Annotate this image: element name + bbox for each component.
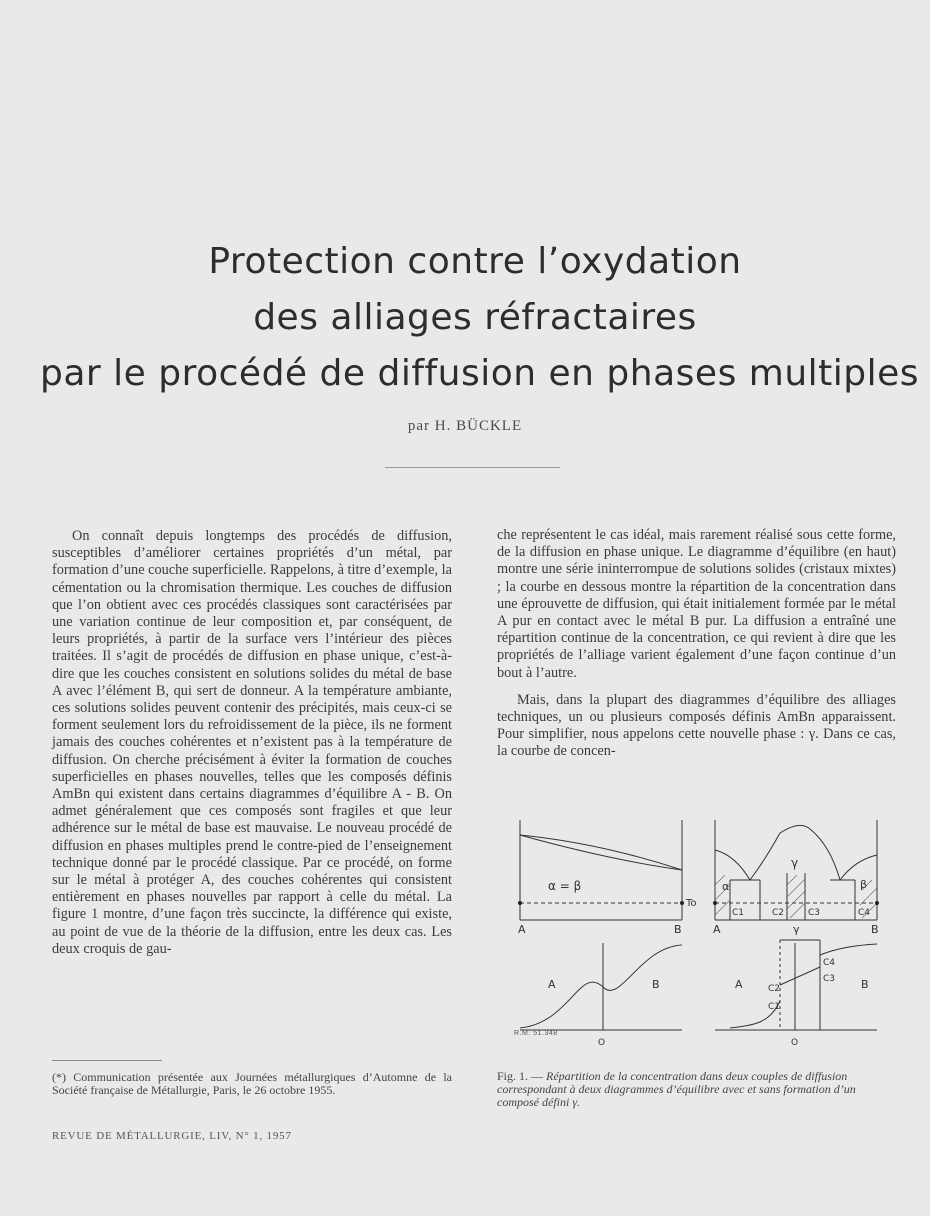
figure-1-diagrams [510, 815, 900, 1055]
left-column [52, 528, 452, 958]
label-b-curve-right: B [861, 978, 869, 991]
caption-text: Répartition de la concentration dans deux couples de diffusion correspondant à deux diagrammes d’équilibre avec et sans formation d’un composé défini γ. [497, 1069, 856, 1109]
right-column [497, 527, 896, 761]
figure-reference: R.M. 51.348 [514, 1030, 558, 1037]
label-a-curve-left: A [548, 978, 556, 991]
label-beta: β [860, 878, 868, 891]
article-title [40, 234, 920, 402]
title-line-1: Protection contre l’oxydation [208, 241, 742, 282]
label-b-left: B [674, 923, 682, 936]
label-a-curve-right: A [735, 978, 743, 991]
title-line-3: par le procédé de diffusion en phases multiples [40, 353, 920, 394]
label-c1-top: C1 [732, 908, 745, 918]
label-gamma: γ [791, 856, 799, 870]
author-byline: par H. BÜCKLE [407, 418, 523, 434]
label-origin-left: O [598, 1038, 606, 1048]
label-gamma-axis: γ [793, 923, 800, 936]
diagram-multi-phase-equilibrium [715, 820, 877, 920]
footnote: (*) Communication présentée aux Journées métallurgiques d’Automne de la Société française de Métallurgie, Paris, le 26 octobre 1955. [52, 1070, 452, 1097]
label-b-right: B [871, 923, 879, 936]
journal-reference: REVUE DE MÉTALLURGIE, LIV, N° 1, 1957 [52, 1130, 292, 1142]
label-a-left: A [518, 923, 526, 936]
label-to: To [686, 898, 697, 909]
caption-prefix: Fig. 1. — [497, 1069, 547, 1083]
diagram-single-phase-equilibrium [520, 820, 682, 920]
label-c3-top: C3 [808, 908, 821, 918]
paragraph-intro: On connaît depuis longtemps des procédés de diffusion, susceptibles d’améliorer certaines propriétés d’un métal, par formation d’une couche superficielle. Rappelons, à titre d’exemple, la cémentation ou la chromisation thermique. Les couches de diffusion que l’on obtient avec ces procédés classiques sont caractérisées par une variation continue de leur composition et, par conséquent, de leurs propriétés, à partir de la surface vers l’intérieur des pièces traitées. Il s’agit de procédés de diffusion en phase unique, c’est-à-dire que les couches consistent en solutions solides du métal de base A avec l’élément B, qui sert de donneur. A la température ambiante, ces solutions solides peuvent contenir des précipités, mais ceux-ci se forment seulement lors du refroidissement de la pièce, ils ne forment jamais des couches cohérentes et n’existent pas à la température de diffusion. On cherche précisément à éviter la formation de couches superficielles en phases nouvelles, telles que les composés définis AmBn qui existent dans certains diagrammes d’équilibre A - B. On admet généralement que ces composés sont fragiles et que leur adhérence sur le métal de base est mauvaise. Le nouveau procédé de diffusion en phases multiples prend le contre-pied de l’enseignement technique donné par le procédé classique. Par ce procédé, on forme sur le métal à protéger A, des couches cohérentes qui consistent entièrement en phases nouvelles par rapport à celle du métal. La figure 1 montre, d’une façon très succincte, la différence qui existe, au point de vue de la théorie de la diffusion, entre les deux cas. Les deux croquis de gau- [52, 528, 452, 957]
paragraph-phases: Mais, dans la plupart des diagrammes d’équilibre des alliages techniques, un ou plusieurs composés définis AmBn apparaissent. Pour simplifier, nous appelons cette nouvelle phase : γ. Dans ce cas, la courbe de concen- [497, 691, 896, 760]
label-c3-bottom: C3 [823, 974, 836, 984]
label-c2-top: C2 [772, 908, 785, 918]
label-b-curve-left: B [652, 978, 660, 991]
footnote-divider [52, 1060, 162, 1061]
label-c1-bottom: C1 [768, 1002, 781, 1012]
figure-caption [497, 1070, 897, 1109]
label-origin-right: O [791, 1038, 799, 1048]
label-alpha-beta: α = β [548, 879, 582, 893]
label-c4-bottom: C4 [823, 958, 836, 968]
label-a-right: A [713, 923, 721, 936]
title-divider [385, 467, 560, 468]
label-alpha: α [722, 880, 730, 893]
title-line-2: des alliages réfractaires [253, 297, 697, 338]
label-c4-top: C4 [858, 908, 871, 918]
label-c2-bottom: C2 [768, 984, 781, 994]
paragraph-continued: che représentent le cas idéal, mais rarement réalisé sous cette forme, de la diffusion en phase unique. Le diagramme d’équilibre (en haut) montre une série ininterrompue de solutions solides (cristaux mixtes) ; la courbe en dessous montre la répartition de la concentration dans une éprouvette de diffusion, qui était initialement formée par le métal A pur en contact avec le métal B pur. La diffusion a entraîné une répartition continue de la concentration, ce qui revient à dire que les propriétés de l’alliage varient également d’une façon continue d’un bout à l’autre. [497, 527, 896, 681]
